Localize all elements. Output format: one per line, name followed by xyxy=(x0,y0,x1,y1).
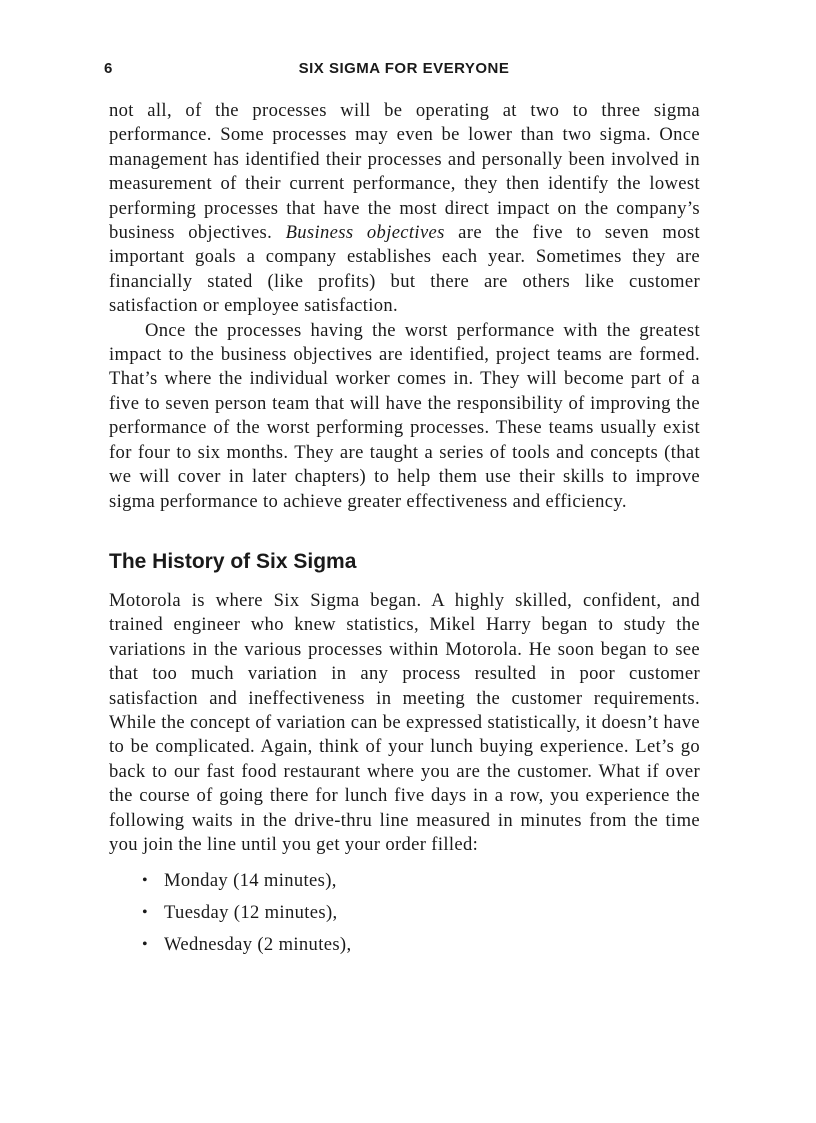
list-item-text: Monday (14 minutes), xyxy=(164,870,337,892)
paragraph-text: are the five to seven most important goals a company establishes each year. Sometimes they are financially stated (like profits) but there are others like customer satisfaction or employee satisfaction. xyxy=(109,222,700,317)
bullet-list xyxy=(109,865,700,961)
paragraph-history: Motorola is where Six Sigma began. A highly skilled, confident, and trained engineer who knew statistics, Mikel Harry began to study the variations in the various processes within Motorola. He soon began to see that too much variation in any process resulted in poor customer satisfaction and ineffectiveness in meeting the customer requirements. While the concept of variation can be expressed statistically, it doesn’t have to be complicated. Again, think of your lunch buying experience. Let’s go back to our fast food restaurant where you are the customer. What if over the course of going there for lunch five days in a row, you experience the following waits in the drive-thru line measured in minutes from the time you join the line until you get your order filled: xyxy=(109,589,700,855)
bullet-icon: • xyxy=(142,872,148,890)
paragraph-continuation xyxy=(109,99,700,319)
list-item xyxy=(142,897,700,929)
bullet-icon: • xyxy=(142,904,148,922)
running-header xyxy=(104,60,704,84)
list-item-text: Tuesday (12 minutes), xyxy=(164,902,338,924)
page-number: 6 xyxy=(104,60,113,77)
list-item-text: Wednesday (2 minutes), xyxy=(164,934,352,956)
page-body xyxy=(109,99,700,961)
paragraph-text: not all, of the processes will be operating at two to three sigma performance. Some processes may even be lower than two sigma. Once management has identified their processes and personally been involved in measurement of their current performance, they then identify the lowest performing processes that have the most direct impact on the company’s business objectives. xyxy=(109,100,700,244)
list-item xyxy=(142,929,700,961)
section-heading: The History of Six Sigma xyxy=(109,549,357,573)
paragraph-project-teams: Once the processes having the worst performance with the greatest impact to the business objectives are identified, project teams are formed. That’s where the individual worker comes in. They will become part of a five to seven person team that will have the responsibility of improving the performance of the worst performing processes. These teams usually exist for four to six months. They are taught a series of tools and concepts (that we will cover in later chapters) to help them use their skills to improve sigma performance to achieve greater effectiveness and efficiency. xyxy=(109,319,700,512)
italic-term: Business objectives xyxy=(285,222,445,244)
running-title: SIX SIGMA FOR EVERYONE xyxy=(298,60,510,77)
list-item xyxy=(142,865,700,897)
bullet-icon: • xyxy=(142,936,148,954)
